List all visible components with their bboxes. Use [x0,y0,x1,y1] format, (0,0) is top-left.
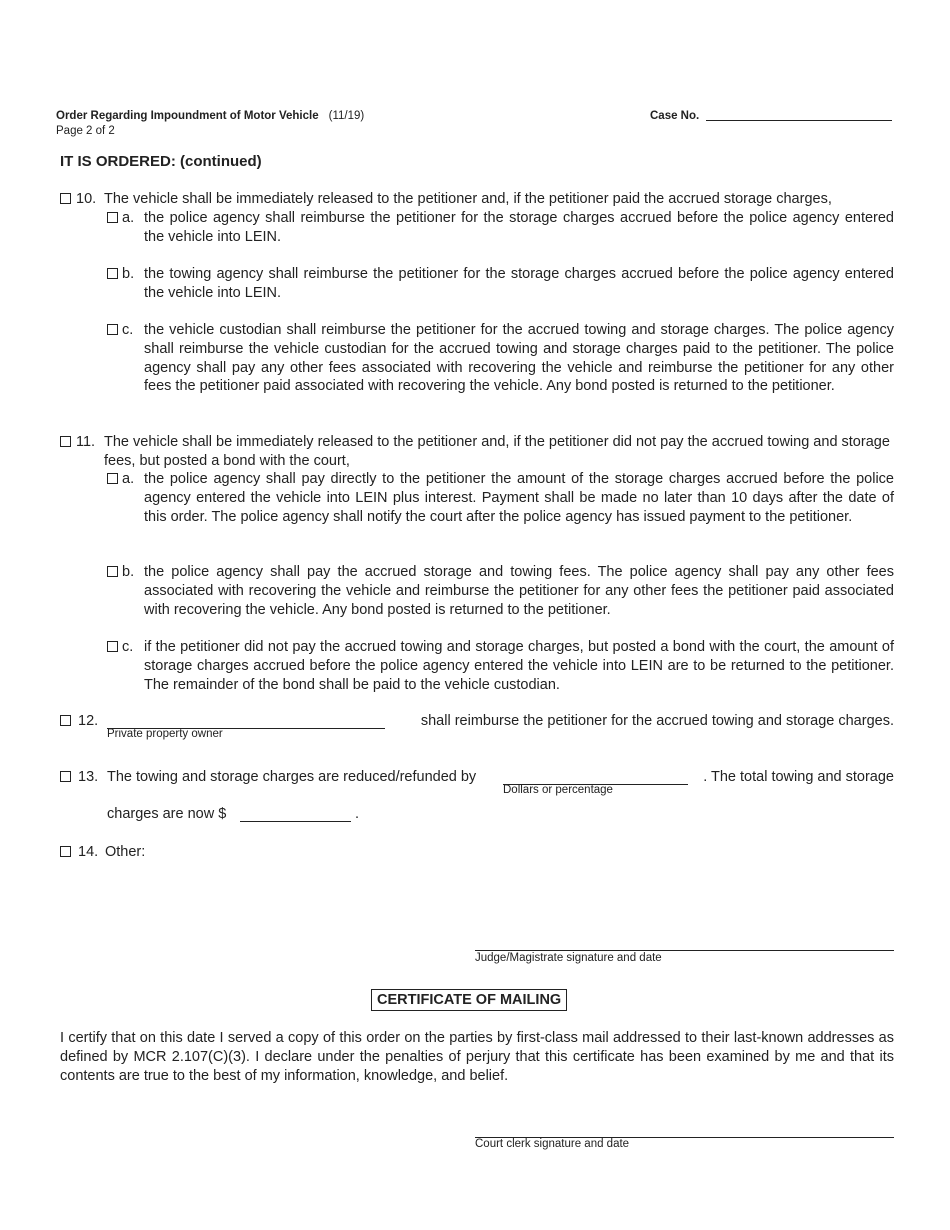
item-10-number: 10. [76,191,97,207]
item-11b-checkbox[interactable] [107,566,118,577]
case-number-field[interactable] [706,120,892,121]
item-10a-checkbox[interactable] [107,212,118,223]
case-number-label: Case No. [650,110,700,122]
item-11-number: 11. [76,434,96,450]
item-13-caption: Dollars or percentage [503,784,613,796]
item-10a [107,209,894,247]
item-11a-letter: a. [122,471,135,487]
item-11b-letter: b. [122,564,135,580]
clerk-signature-caption: Court clerk signature and date [475,1138,630,1150]
section-heading: IT IS ORDERED: (continued) [60,153,262,170]
item-11c-text: if the petitioner did not pay the accrued towing and storage charges, but posted a bond with the court, the amount of storage charges accrued before the police agency entered the vehicle into LEIN are to be returned to the petitioner. The remainder of the bond shall be paid to the vehicle custodian. [144,639,894,693]
item-11a [107,470,894,526]
item-11b [107,563,894,619]
item-11-text: The vehicle shall be immediately released to the petitioner and, if the petitioner did not pay the accrued towing and storage fees, but posted a bond with the court, [104,434,890,469]
item-14-checkbox-wrap [60,843,71,863]
item-14-checkbox[interactable] [60,846,71,857]
certificate-body: I certify that on this date I served a copy of this order on the parties by first-class mail addressed to their last-known addresses as defined by MCR 2.107(C)(3). I declare under the penalties of perjury that this certificate has been examined by me and that its contents are true to the best of my information, knowledge, and belief. [60,1030,894,1084]
form-title: Order Regarding Impoundment of Motor Vehicle [56,110,319,122]
item-11c-checkbox[interactable] [107,641,118,652]
item-10b-letter: b. [122,266,135,282]
item-13-total-field[interactable] [240,805,351,822]
item-10c-text: the vehicle custodian shall reimburse the petitioner for the accrued towing and storage charges. The police agency shall reimburse the vehicle custodian for the accrued towing and storage charges paid to the petitioner. The police agency shall pay any other fees associated with recovering the vehicle and reimburse the petitioner for any other fees the petitioner paid associated with recovering the vehicle. Any bond posted is returned to the petitioner. [144,322,894,395]
item-12-checkbox-wrap [60,712,71,732]
item-11c [107,638,894,694]
item-10a-letter: a. [122,210,135,226]
item-11-checkbox[interactable] [60,436,71,447]
item-13-number: 13. [78,769,99,785]
item-13-checkbox[interactable] [60,771,71,782]
item-13-total-label: charges are now $ [107,806,227,822]
item-13-text-before: The towing and storage charges are reduced/refunded by [107,769,477,785]
form-title-line [56,109,364,123]
item-11b-text: the police agency shall pay the accrued storage and towing fees. The police agency shall pay any other fees associated with recovering the vehicle and reimburse the petitioner for any other fees the petitioner paid associated with recovering the vehicle. Any bond posted is returned to the petitioner. [144,564,894,618]
item-10-text: The vehicle shall be immediately released to the petitioner and, if the petitioner paid the accrued storage charges, [104,191,832,207]
form-revision: (11/19) [328,110,365,122]
item-11a-text: the police agency shall pay directly to the petitioner the amount of the storage charges accrued before the police agency entered the vehicle into LEIN plus interest. Payment shall be made no later than 10 days after the date of this order. The police agency shall notify the court after the police agency has issued payment to the petitioner. [144,471,894,525]
item-14-number: 14. [78,844,99,860]
item-14-other-field[interactable] [150,843,894,933]
item-13-total-period: . [355,806,360,822]
item-13-text-after: . The total towing and storage [703,769,894,785]
item-10b [107,265,894,303]
item-12-number: 12. [78,713,99,729]
item-10a-text: the police agency shall reimburse the petitioner for the storage charges accrued before the police agency entered the vehicle into LEIN. [144,210,894,245]
item-12-checkbox[interactable] [60,715,71,726]
item-11a-checkbox[interactable] [107,473,118,484]
judge-signature-caption: Judge/Magistrate signature and date [475,952,662,964]
item-12-text: shall reimburse the petitioner for the accrued towing and storage charges. [420,713,894,729]
item-14-label: Other: [105,844,146,860]
item-11c-letter: c. [122,639,134,655]
page-indicator: Page 2 of 2 [56,125,115,137]
item-10b-checkbox[interactable] [107,268,118,279]
item-13-checkbox-wrap [60,768,71,788]
item-10 [60,190,894,209]
item-10c-letter: c. [122,322,134,338]
item-10b-text: the towing agency shall reimburse the petitioner for the storage charges accrued before the police agency entered the vehicle into LEIN. [144,266,894,301]
certificate-title: CERTIFICATE OF MAILING [371,989,567,1011]
item-12-caption: Private property owner [107,728,223,740]
item-11 [60,433,894,471]
item-10c-checkbox[interactable] [107,324,118,335]
item-10c [107,321,894,396]
item-10-checkbox[interactable] [60,193,71,204]
